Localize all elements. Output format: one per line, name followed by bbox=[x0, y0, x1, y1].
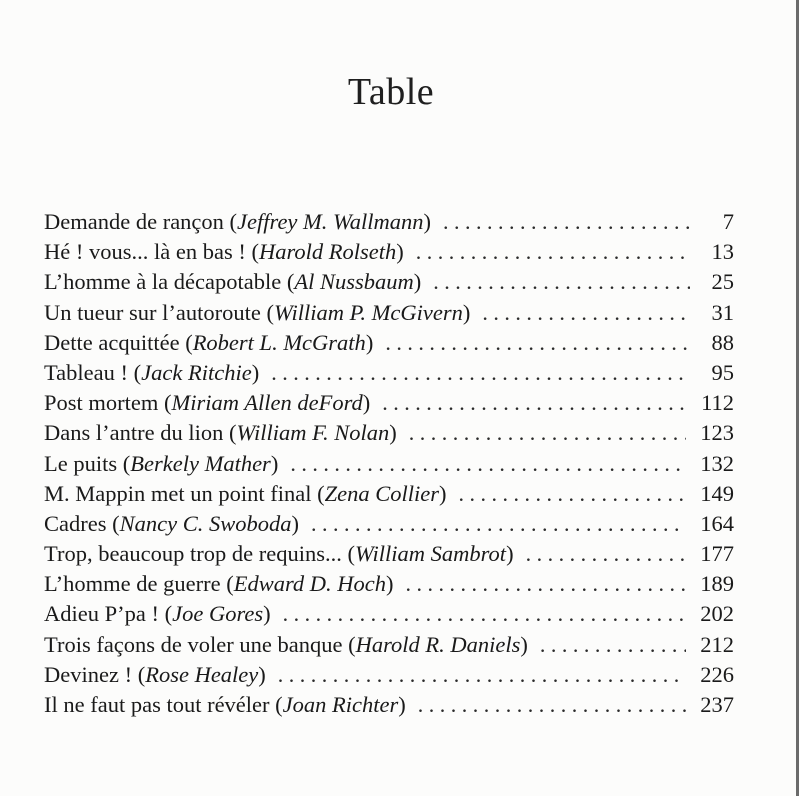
story-author: Jack Ritchie bbox=[141, 359, 252, 385]
page-number: 226 bbox=[700, 661, 734, 687]
dot-leader bbox=[409, 418, 687, 448]
toc-entry bbox=[44, 418, 734, 448]
dot-leader bbox=[540, 630, 686, 660]
toc-entry-text: Devinez ! (Rose Healey) bbox=[44, 661, 266, 687]
page-title: Table bbox=[347, 71, 435, 113]
dot-leader bbox=[271, 358, 690, 388]
page-number: 31 bbox=[711, 299, 734, 325]
toc-entry-text: Post mortem (Miriam Allen deFord) bbox=[44, 390, 371, 416]
toc-entry-text: L’homme de guerre (Edward D. Hoch) bbox=[44, 571, 394, 597]
page-number: 177 bbox=[700, 541, 734, 567]
story-author: William F. Nolan bbox=[236, 420, 390, 446]
dot-leader bbox=[283, 599, 687, 629]
page-number: 7 bbox=[722, 209, 734, 234]
story-title: Post mortem bbox=[44, 390, 159, 416]
toc-entry-text: Dans l’antre du lion (William F. Nolan) bbox=[44, 420, 397, 446]
story-title: L’homme de guerre bbox=[44, 571, 221, 597]
dot-leader bbox=[443, 207, 690, 237]
story-author: Joan Richter bbox=[282, 692, 399, 717]
toc-entry bbox=[44, 479, 734, 509]
story-author: Berkely Mather bbox=[130, 450, 271, 476]
toc-entry bbox=[44, 207, 734, 237]
story-author: William Sambrot bbox=[355, 541, 507, 567]
story-title: Demande de rançon bbox=[44, 209, 224, 234]
page-number: 189 bbox=[700, 571, 734, 597]
toc-entry-text: Adieu P’pa ! (Joe Gores) bbox=[44, 601, 271, 627]
toc-entry-text: Le puits (Berkely Mather) bbox=[44, 450, 279, 476]
story-title: Trop, beaucoup trop de requins... bbox=[44, 541, 342, 567]
dot-leader bbox=[311, 509, 686, 539]
toc-entry bbox=[44, 509, 734, 539]
dot-leader bbox=[526, 539, 687, 569]
toc-entry-text: Trop, beaucoup trop de requins... (William Sambrot) bbox=[44, 541, 514, 567]
toc-entry bbox=[44, 298, 734, 328]
story-title: Un tueur sur l’autoroute bbox=[44, 299, 261, 325]
page-number: 212 bbox=[700, 631, 734, 657]
toc-entry bbox=[44, 388, 734, 418]
toc-entry bbox=[44, 449, 734, 479]
story-title: Hé ! vous... là en bas ! bbox=[44, 239, 246, 265]
dot-leader bbox=[418, 690, 687, 720]
toc-entry bbox=[44, 237, 734, 267]
page-number: 13 bbox=[711, 239, 734, 265]
toc-entry-text: Trois façons de voler une banque (Harold R. Daniels) bbox=[44, 631, 528, 657]
page-number: 88 bbox=[711, 329, 734, 355]
toc-entry-text: Tableau ! (Jack Ritchie) bbox=[44, 359, 260, 385]
page-number: 25 bbox=[711, 269, 734, 295]
story-title: Cadres bbox=[44, 510, 107, 536]
table-of-contents bbox=[44, 207, 734, 720]
story-title: Dette acquittée bbox=[44, 329, 180, 355]
story-author: Jeffrey M. Wallmann bbox=[237, 209, 424, 234]
toc-entry bbox=[44, 267, 734, 297]
page-number: 95 bbox=[711, 359, 734, 385]
story-title: Il ne faut pas tout révéler bbox=[44, 692, 270, 717]
toc-entry-text: Dette acquittée (Robert L. McGrath) bbox=[44, 329, 374, 355]
toc-entry bbox=[44, 569, 734, 599]
page-number: 202 bbox=[700, 601, 734, 627]
story-title: Devinez ! bbox=[44, 661, 133, 687]
dot-leader bbox=[433, 267, 690, 297]
dot-leader bbox=[278, 660, 686, 690]
story-author: Harold Rolseth bbox=[258, 239, 397, 265]
page-number: 123 bbox=[700, 420, 734, 446]
dot-leader bbox=[290, 449, 686, 479]
story-author: William P. McGivern bbox=[273, 299, 463, 325]
story-author: Nancy C. Swoboda bbox=[119, 510, 292, 536]
story-author: Zena Collier bbox=[324, 480, 439, 506]
dot-leader bbox=[385, 328, 690, 358]
toc-entry bbox=[44, 630, 734, 660]
story-author: Harold R. Daniels bbox=[355, 631, 521, 657]
toc-entry-text: Hé ! vous... là en bas ! (Harold Rolseth) bbox=[44, 239, 404, 265]
page-number: 149 bbox=[700, 480, 734, 506]
dot-leader bbox=[406, 569, 687, 599]
story-author: Robert L. McGrath bbox=[192, 329, 366, 355]
story-author: Rose Healey bbox=[145, 661, 259, 687]
story-title: Tableau ! bbox=[44, 359, 129, 385]
toc-entry-text: Un tueur sur l’autoroute (William P. McGivern) bbox=[44, 299, 471, 325]
toc-entry-text: Il ne faut pas tout révéler (Joan Richter) bbox=[44, 692, 406, 717]
story-title: L’homme à la décapotable bbox=[44, 269, 282, 295]
story-author: Edward D. Hoch bbox=[233, 571, 387, 597]
page-number: 112 bbox=[701, 390, 734, 416]
toc-entry-text: Cadres (Nancy C. Swoboda) bbox=[44, 510, 299, 536]
story-title: Adieu P’pa ! bbox=[44, 601, 159, 627]
toc-entry-text: Demande de rançon (Jeffrey M. Wallmann) bbox=[44, 209, 431, 234]
dot-leader bbox=[416, 237, 690, 267]
story-author: Al Nussbaum bbox=[294, 269, 414, 295]
story-author: Miriam Allen deFord bbox=[171, 390, 363, 416]
story-author: Joe Gores bbox=[172, 601, 264, 627]
dot-leader bbox=[382, 388, 687, 418]
story-title: M. Mappin met un point final bbox=[44, 480, 312, 506]
toc-entry bbox=[44, 328, 734, 358]
toc-entry bbox=[44, 660, 734, 690]
story-title: Le puits bbox=[44, 450, 118, 476]
page-number: 237 bbox=[700, 692, 734, 717]
toc-entry bbox=[44, 539, 734, 569]
page-number: 164 bbox=[700, 510, 734, 536]
dot-leader bbox=[482, 298, 690, 328]
toc-entry bbox=[44, 358, 734, 388]
toc-entry bbox=[44, 599, 734, 629]
toc-entry bbox=[44, 690, 734, 720]
toc-entry-text: M. Mappin met un point final (Zena Collier) bbox=[44, 480, 447, 506]
dot-leader bbox=[459, 479, 687, 509]
page-number: 132 bbox=[700, 450, 734, 476]
toc-entry-text: L’homme à la décapotable (Al Nussbaum) bbox=[44, 269, 422, 295]
story-title: Dans l’antre du lion bbox=[44, 420, 224, 446]
story-title: Trois façons de voler une banque bbox=[44, 631, 343, 657]
